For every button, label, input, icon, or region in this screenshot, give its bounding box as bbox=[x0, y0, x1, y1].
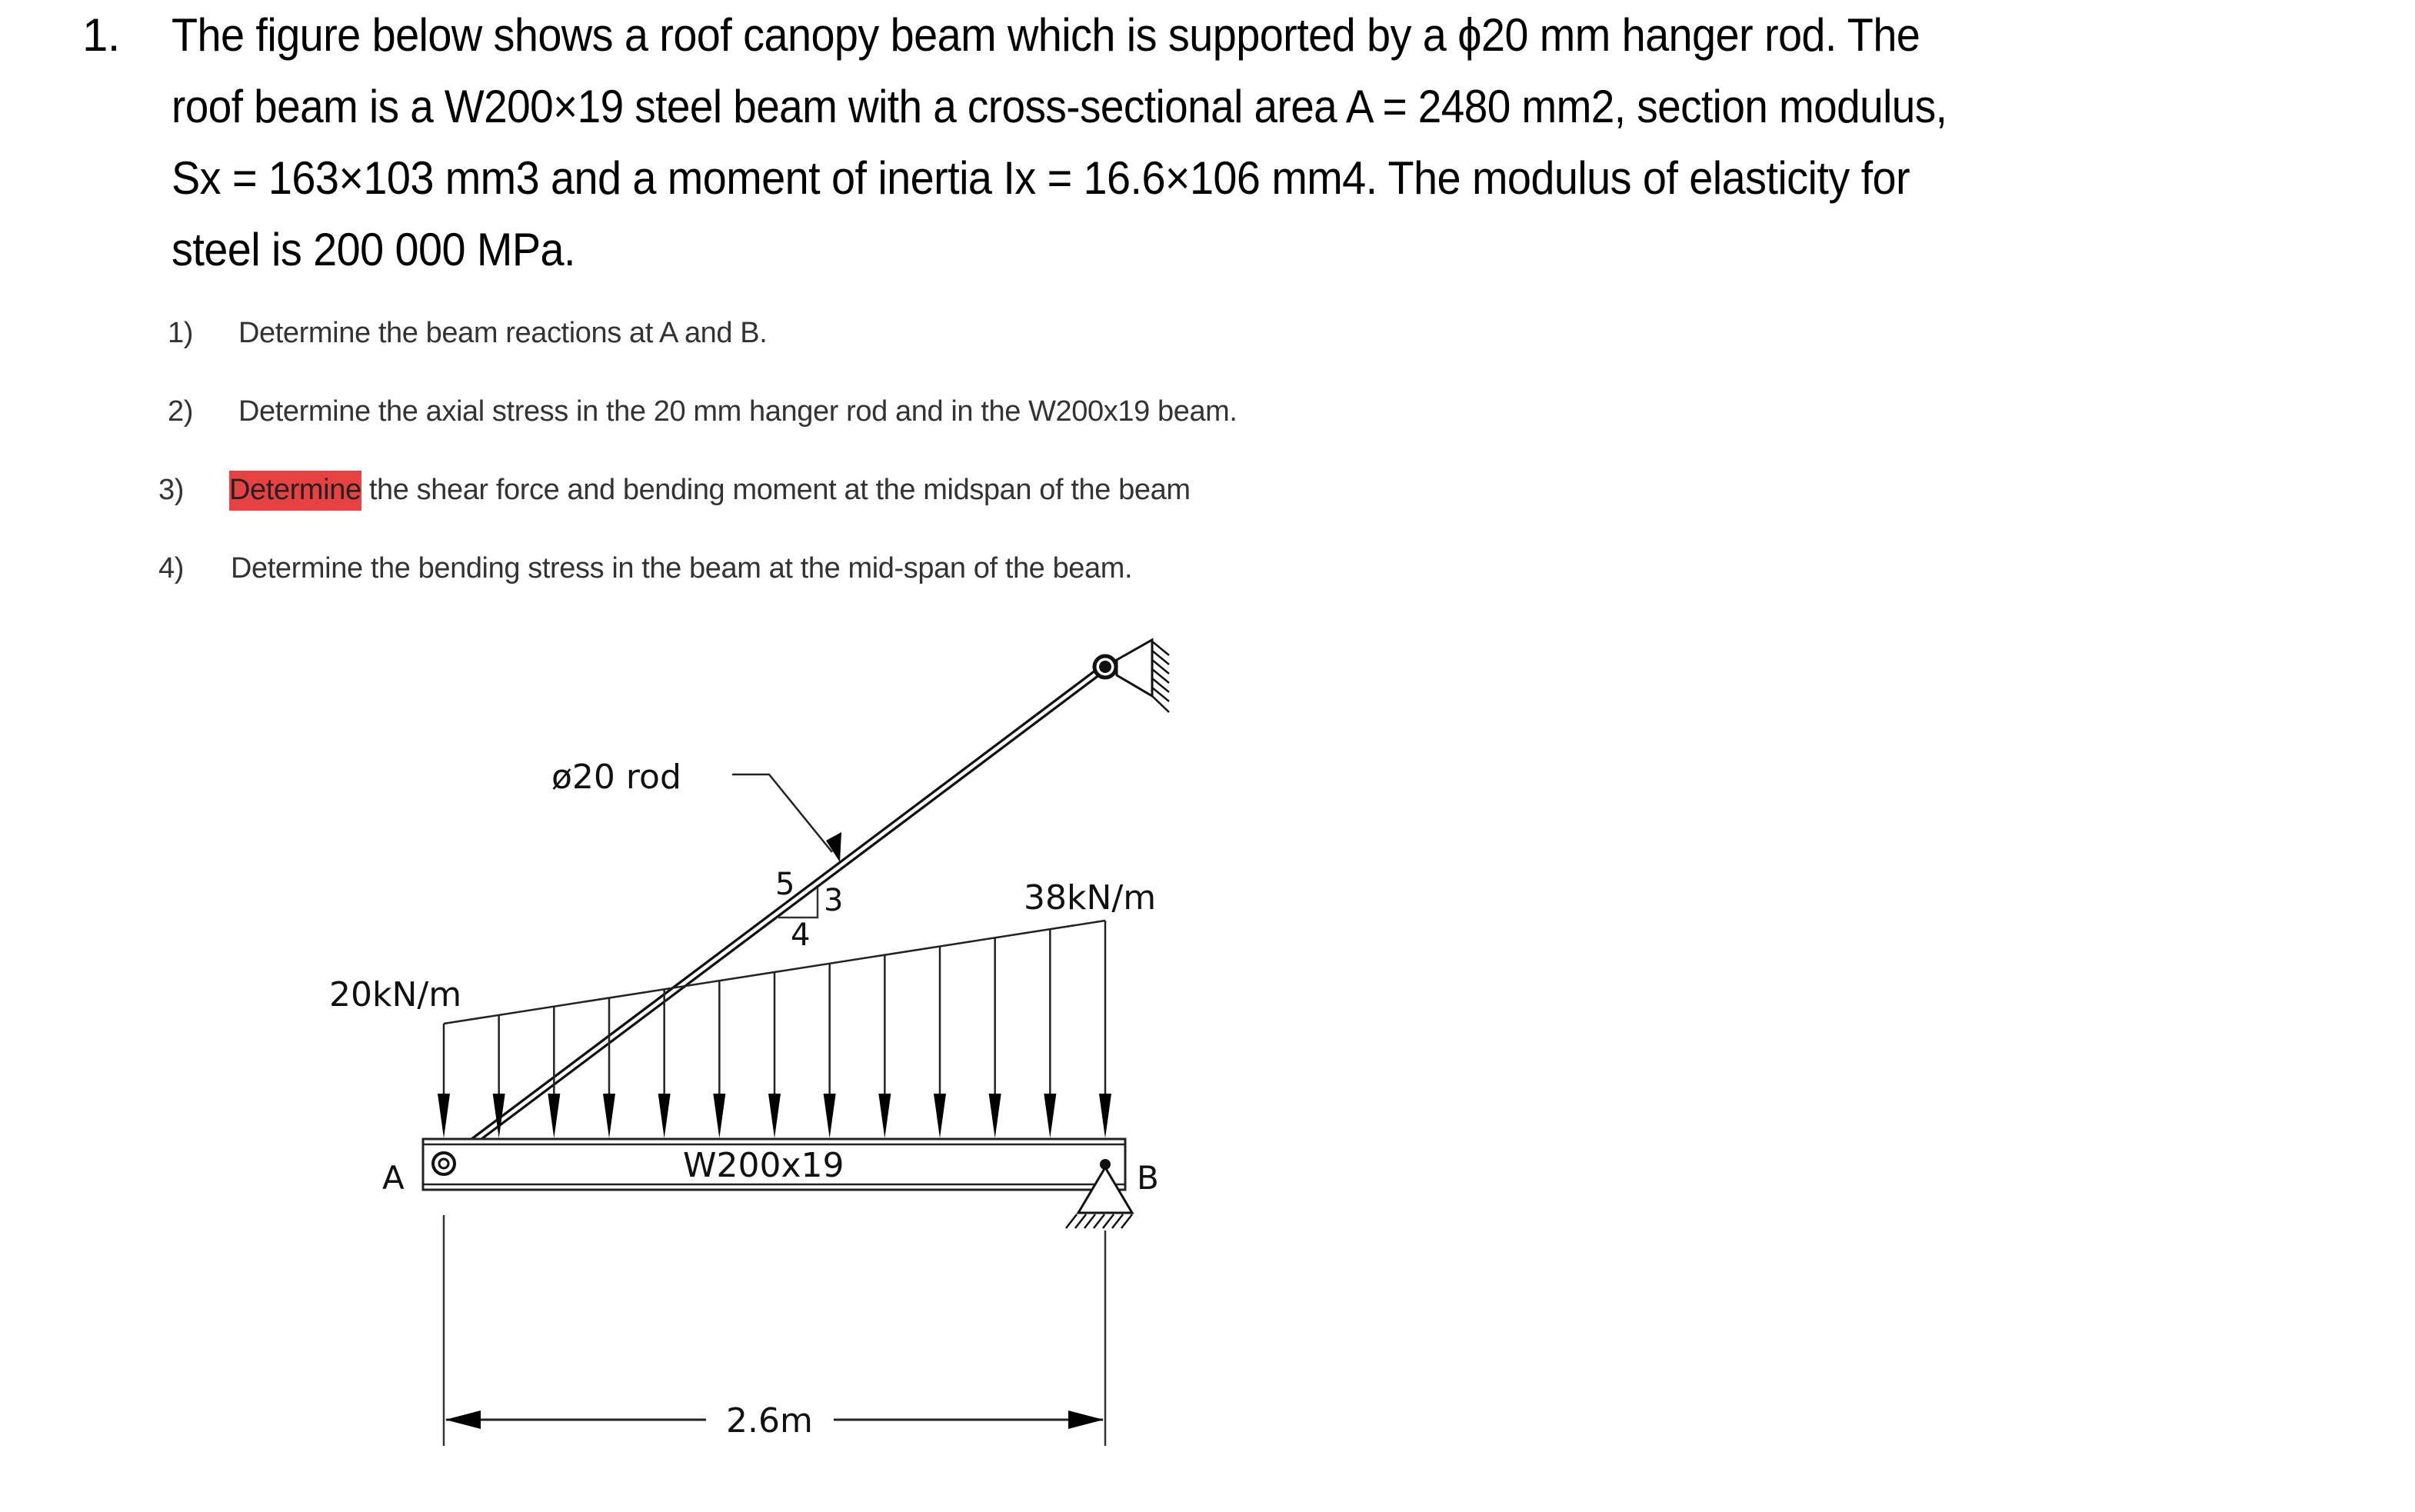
rod-label: ø20 rod bbox=[551, 758, 681, 797]
question-2-text: Determine the axial stress in the 20 mm hanger rod and in the W200x19 beam. bbox=[238, 395, 1237, 428]
load-arrowhead-icon bbox=[878, 1094, 891, 1138]
problem-line-2: roof beam is a W200×19 steel beam with a cross-sectional area A = 2480 mm2, section modulus, bbox=[172, 81, 1947, 132]
problem-number: 1. bbox=[82, 9, 120, 61]
load-arrowhead-icon bbox=[1099, 1094, 1111, 1138]
rod-anchor-support bbox=[1117, 640, 1169, 712]
load-left-label: 20kN/m bbox=[329, 975, 462, 1014]
span-label: 2.6m bbox=[726, 1401, 813, 1440]
problem-line-4: steel is 200 000 MPa. bbox=[172, 224, 575, 275]
rod-leader-arrow bbox=[732, 774, 841, 862]
pin-a-icon bbox=[433, 1153, 455, 1174]
load-arrowhead-icon bbox=[548, 1094, 560, 1138]
load-arrowhead-icon bbox=[603, 1094, 615, 1138]
slope-run: 4 bbox=[791, 918, 811, 953]
highlighted-word: Determine bbox=[229, 471, 361, 511]
load-arrowhead-icon bbox=[658, 1094, 671, 1138]
distributed-load bbox=[438, 921, 1111, 1138]
load-arrowhead-icon bbox=[989, 1094, 1001, 1138]
problem-line-1: The figure below shows a roof canopy beam which is supported by a ϕ20 mm hanger rod. The bbox=[172, 9, 1920, 61]
question-4-text: Determine the bending stress in the beam at the mid-span of the beam. bbox=[231, 552, 1133, 584]
question-1-number: 1) bbox=[168, 317, 193, 349]
rod-top-pin-icon bbox=[1094, 656, 1116, 678]
load-arrowhead-icon bbox=[824, 1094, 836, 1138]
question-3-number: 3) bbox=[158, 474, 184, 506]
slope-rise: 3 bbox=[824, 883, 844, 918]
support-b-label: B bbox=[1137, 1159, 1159, 1197]
question-1-text: Determine the beam reactions at A and B. bbox=[238, 317, 768, 349]
load-arrowhead-icon bbox=[1044, 1094, 1056, 1138]
question-3-rest: the shear force and bending moment at the midspan of the beam bbox=[361, 474, 1191, 506]
beam-label: W200x19 bbox=[683, 1146, 844, 1185]
slope-hyp: 5 bbox=[775, 867, 795, 902]
load-arrowhead-icon bbox=[713, 1094, 725, 1138]
problem-line-3: Sx = 163×103 mm3 and a moment of inertia Ix = 16.6×106 mm4. The modulus of elasticity for bbox=[172, 152, 1910, 204]
load-arrowhead-icon bbox=[438, 1094, 450, 1138]
load-arrowhead-icon bbox=[934, 1094, 946, 1138]
question-4-number: 4) bbox=[158, 552, 184, 584]
load-arrowhead-icon bbox=[768, 1094, 781, 1138]
question-2-number: 2) bbox=[168, 395, 193, 428]
support-a-label: A bbox=[382, 1159, 405, 1197]
load-right-label: 38kN/m bbox=[1024, 878, 1157, 918]
